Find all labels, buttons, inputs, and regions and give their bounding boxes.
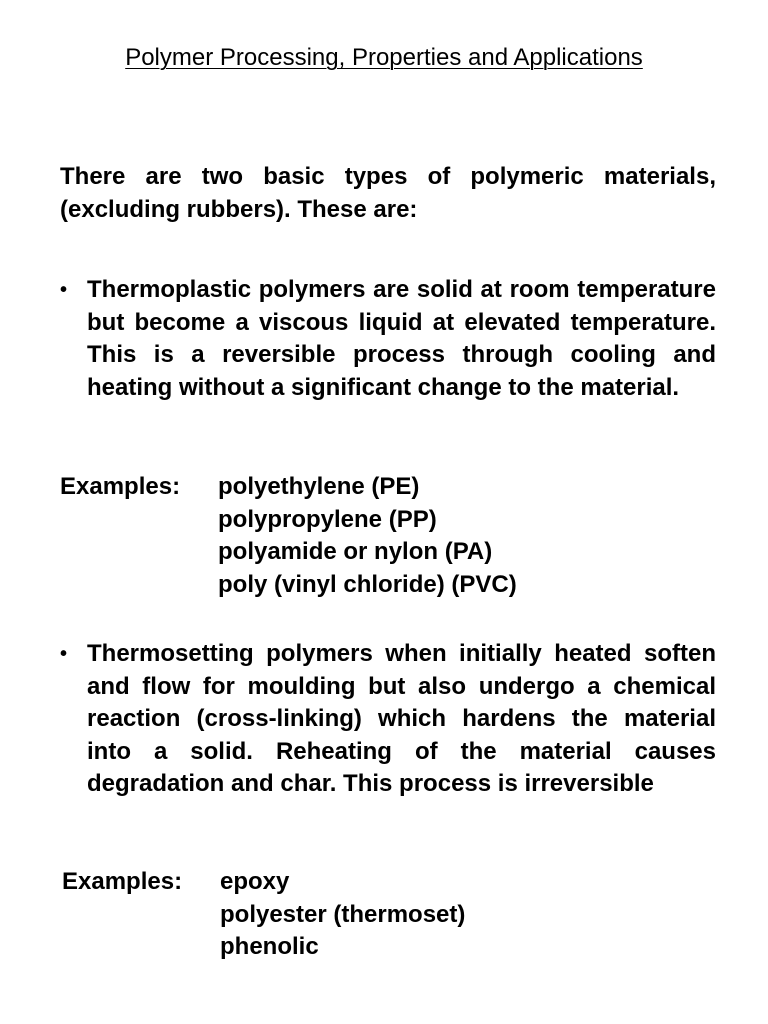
examples-label: Examples: xyxy=(62,868,183,895)
thermosetting-bullet xyxy=(60,638,716,801)
thermoplastic-bullet xyxy=(60,274,716,404)
examples-list xyxy=(218,471,517,601)
examples-label: Examples: xyxy=(60,473,181,500)
thermosetting-description: Thermosetting polymers when initially heated soften and flow for moulding but also undergo a chemical reaction (cross-linking) which hardens the material into a solid. Reheating of the material causes degradation and char. This process is irreversible xyxy=(87,640,716,797)
example-item: poly (vinyl chloride) (PVC) xyxy=(218,570,517,598)
bullet-icon: • xyxy=(60,279,68,301)
example-item: epoxy xyxy=(220,868,290,895)
examples-list xyxy=(220,866,465,964)
example-item: polyethylene (PE) xyxy=(218,473,420,500)
intro-paragraph: There are two basic types of polymeric materials, (excluding rubbers). These are: xyxy=(60,163,716,223)
bullet-icon: • xyxy=(60,643,68,665)
page-title: Polymer Processing, Properties and Applications xyxy=(125,44,643,71)
example-item: polyester (thermoset) xyxy=(220,900,466,928)
example-item: polyamide or nylon (PA) xyxy=(218,538,493,565)
thermoplastic-description: Thermoplastic polymers are solid at room temperature but become a viscous liquid at elevated temperature. This is a reversible process through cooling and heating without a significant change to the material. xyxy=(87,276,716,401)
example-item: phenolic xyxy=(220,933,319,960)
example-item: polypropylene (PP) xyxy=(218,505,437,533)
